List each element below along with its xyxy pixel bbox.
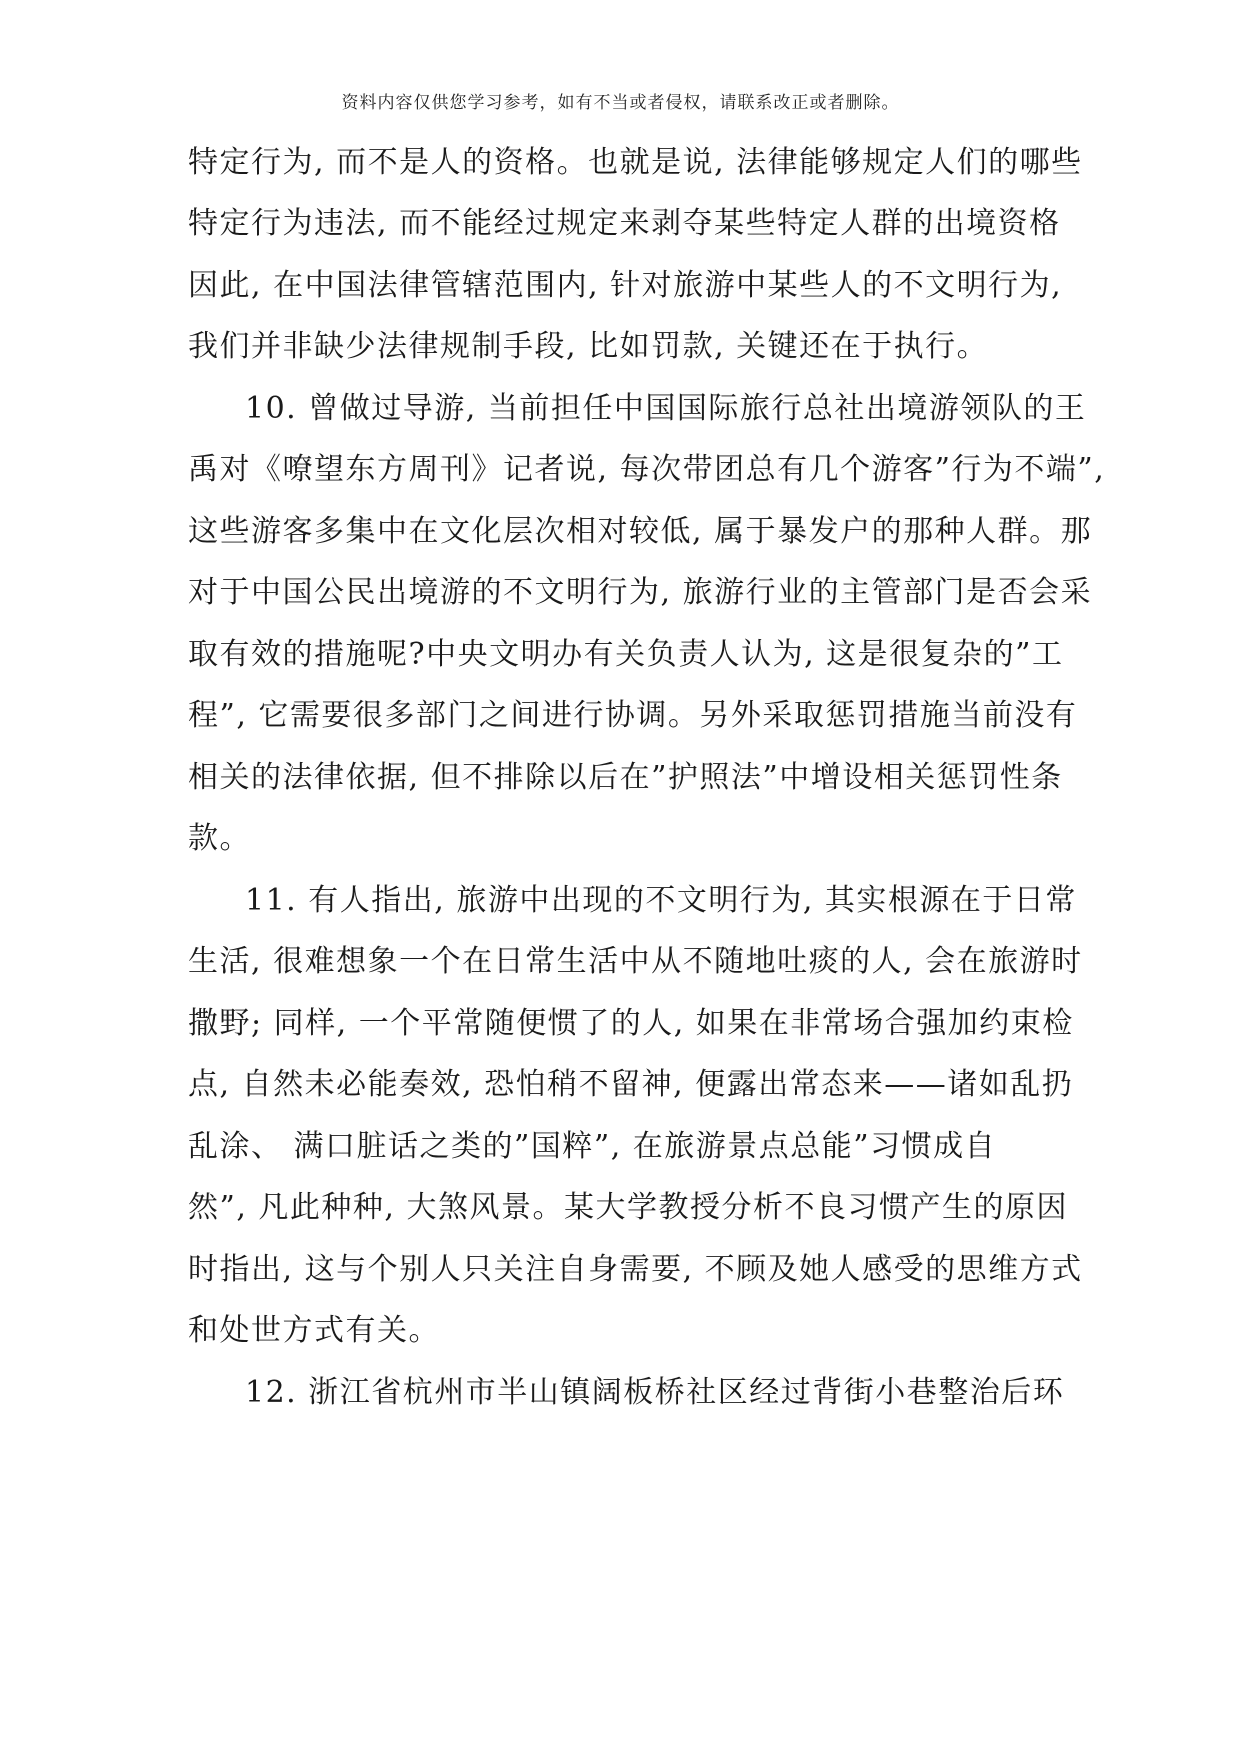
text-line: 因此, 在中国法律管辖范围内, 针对旅游中某些人的不文明行为, xyxy=(188,268,1063,303)
text-line: 对于中国公民出境游的不文明行为, 旅游行业的主管部门是否会采 xyxy=(188,575,1093,610)
text-line: 生活, 很难想象一个在日常生活中从不随地吐痰的人, 会在旅游时 xyxy=(188,944,1083,979)
text-line: 和处世方式有关。 xyxy=(188,1313,440,1348)
text-line: 特定行为, 而不是人的资格。也就是说, 法律能够规定人们的哪些 xyxy=(188,145,1083,180)
header-disclaimer: 资料内容仅供您学习参考，如有不当或者侵权，请联系改正或者删除。 xyxy=(341,93,900,113)
text-line: 10. 曾做过导游, 当前担任中国国际旅行总社出境游领队的王 xyxy=(245,391,1087,426)
text-line: 点, 自然未必能奏效, 恐怕稍不留神, 便露出常态来——诸如乱扔 xyxy=(188,1067,1074,1102)
text-line: 然”, 凡此种种, 大煞风景。某大学教授分析不良习惯产生的原因 xyxy=(188,1190,1068,1225)
text-line: 程”, 它需要很多部门之间进行协调。另外采取惩罚措施当前没有 xyxy=(188,698,1078,733)
text-line: 禹对《嘹望东方周刊》记者说, 每次带团总有几个游客”行为不端”, xyxy=(188,452,1106,487)
text-line: 相关的法律依据, 但不排除以后在”护照法”中增设相关惩罚性条 xyxy=(188,760,1063,795)
text-line: 时指出, 这与个别人只关注自身需要, 不顾及她人感受的思维方式 xyxy=(188,1252,1083,1287)
text-line: 这些游客多集中在文化层次相对较低, 属于暴发户的那种人群。那 xyxy=(188,514,1093,549)
text-line: 12. 浙江省杭州市半山镇阔板桥社区经过背街小巷整治后环 xyxy=(245,1375,1065,1410)
text-line: 特定行为违法, 而不能经过规定来剥夺某些特定人群的出境资格 xyxy=(188,206,1061,241)
text-line: 取有效的措施呢?中央文明办有关负责人认为, 这是很复杂的”工 xyxy=(188,637,1064,672)
text-line: 款。 xyxy=(188,821,251,856)
text-line: 我们并非缺少法律规制手段, 比如罚款, 关键还在于执行。 xyxy=(188,329,989,364)
text-line: 11. 有人指出, 旅游中出现的不文明行为, 其实根源在于日常 xyxy=(245,883,1077,918)
text-line: 撒野; 同样, 一个平常随便惯了的人, 如果在非常场合强加约束检 xyxy=(188,1006,1074,1041)
text-line: 乱涂、 满口脏话之类的”国粹”, 在旅游景点总能”习惯成自 xyxy=(188,1129,997,1164)
